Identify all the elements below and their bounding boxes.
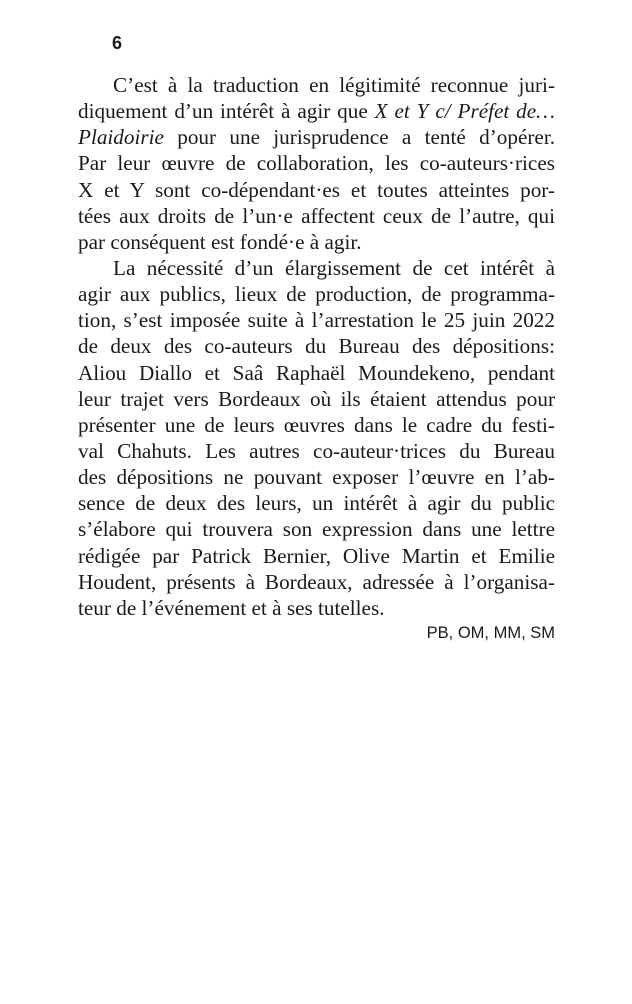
text-segment: tées aux droits de l’un·e affectent ceux de l’autre, qui [78,203,555,228]
text-line [78,72,555,98]
text-segment: X et Y sont co-dépendant·es et toutes atteintes por- [78,177,555,202]
text-line [78,543,555,569]
text-line [78,307,555,333]
text-segment: sence de deux des leurs, un intérêt à agir du public [78,491,555,516]
text-line [78,281,555,307]
text-line [78,124,555,150]
text-segment: s’élabore qui trouvera son expression dans une lettre [78,517,555,542]
text-line [78,490,555,516]
text-line [78,360,555,386]
author-initials: PB, OM, MM, SM [426,624,555,642]
text-line [78,569,555,595]
text-segment: diquement d’un intérêt à agir que [78,99,375,124]
text-segment: val Chahuts. Les autres co-auteur·trices du Bureau [78,438,555,463]
text-segment: Houdent, présents à Bordeaux, adressée à l’organisa- [78,569,555,594]
text-segment: présenter une de leurs œuvres dans le cadre du festi- [78,412,555,437]
text-segment: rédigée par Patrick Bernier, Olive Martin et Emilie [78,543,555,568]
text-line [78,98,555,124]
text-segment: agir aux publics, lieux de production, de programma- [78,282,555,307]
text-segment: leur trajet vers Bordeaux où ils étaient attendus pour [78,386,555,411]
text-line [78,595,555,621]
paragraph [78,255,555,621]
text-segment: de deux des co-auteurs du Bureau des dépositions: [78,334,555,359]
text-line [78,229,555,255]
text-line [78,177,555,203]
text-line [78,386,555,412]
page-number: 6 [112,33,123,53]
text-segment: teur de l’événement et à ses tutelles. [78,595,385,620]
text-line [78,255,555,281]
text-segment: Aliou Diallo et Saâ Raphaël Moundekeno, pendant [78,360,555,385]
paragraph [78,72,555,255]
text-segment: par conséquent est fondé·e à agir. [78,229,362,254]
text-segment: pour une jurisprudence a tenté d’opérer. [163,125,555,150]
text-line [78,412,555,438]
text-line [78,203,555,229]
text-line [78,150,555,176]
body-text [78,72,555,621]
text-line [78,333,555,359]
text-line [78,516,555,542]
text-segment: C’est à la traduction en légitimité reconnue juri- [113,73,555,97]
text-segment: des dépositions ne pouvant exposer l’œuvre en l’ab- [78,465,555,490]
text-segment: La nécessité d’un élargissement de cet intérêt à [113,255,555,280]
text-line [78,464,555,490]
text-segment: tion, s’est imposée suite à l’arrestation le 25 juin 2022 [78,308,555,333]
text-segment: Par leur œuvre de collaboration, les co-auteurs·rices [78,151,555,176]
italic-text-segment: Plaidoirie [78,125,164,150]
text-line [78,438,555,464]
italic-text-segment: X et Y c/ Préfet de… [374,99,556,124]
